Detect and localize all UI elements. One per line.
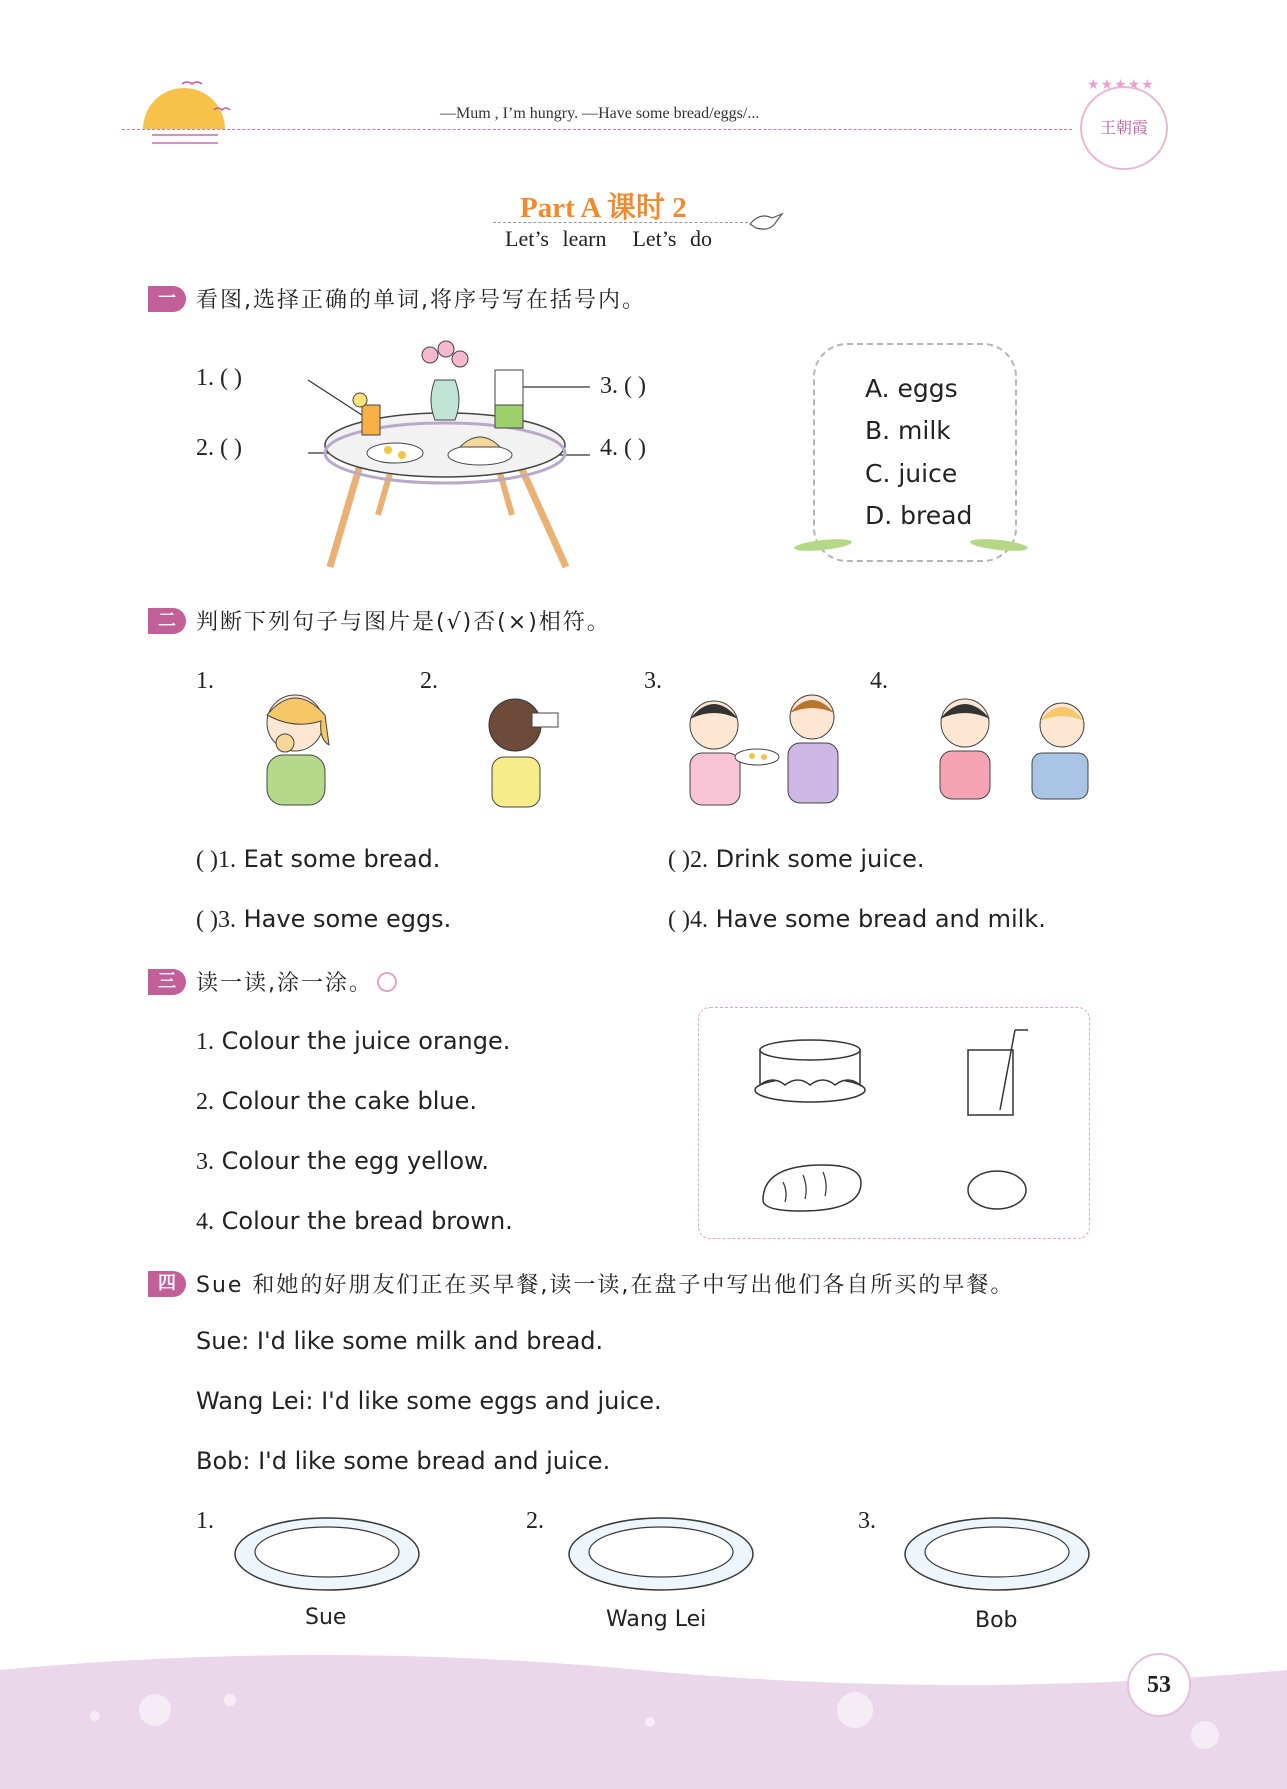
item-number: 2. bbox=[689, 847, 708, 873]
section-number: 二 bbox=[148, 608, 186, 634]
plate-sue[interactable] bbox=[232, 1516, 422, 1596]
section-instruction: Sue 和她的好朋友们正在买早餐,读一读,在盘子中写出他们各自所买的早餐。 bbox=[196, 1273, 1015, 1298]
plate-bob[interactable] bbox=[902, 1516, 1092, 1596]
blank-4[interactable]: 4. ( ) bbox=[600, 435, 646, 461]
tf-item-1 bbox=[196, 845, 440, 874]
tf-item-3 bbox=[196, 905, 451, 934]
publisher-logo: 王朝霞 bbox=[1080, 86, 1168, 170]
running-title: —Mum , I’m hungry. —Have some bread/eggs/... bbox=[440, 105, 760, 122]
answer-paren[interactable]: ( ) bbox=[668, 847, 690, 873]
dove-icon bbox=[748, 210, 784, 232]
dialogue-bob: Bob: I'd like some bread and juice. bbox=[196, 1447, 611, 1475]
section-number: 一 bbox=[148, 286, 186, 312]
picture-number-2: 2. bbox=[420, 668, 438, 694]
breakfast-table-illustration bbox=[300, 335, 590, 575]
egg-outline-icon[interactable] bbox=[965, 1168, 1029, 1212]
option-a: A. eggs bbox=[865, 374, 958, 403]
option-c: C. juice bbox=[865, 459, 958, 488]
header-divider bbox=[122, 129, 1072, 130]
subtitle-lets-learn: Let’s learn bbox=[505, 226, 607, 251]
section-instruction: 看图,选择正确的单词,将序号写在括号内。 bbox=[196, 288, 646, 313]
plate-number-1: 1. bbox=[196, 1508, 214, 1534]
title-underline bbox=[493, 222, 748, 223]
tf-item-2 bbox=[668, 845, 924, 874]
bulb-icon bbox=[377, 972, 397, 992]
picture-number-3: 3. bbox=[644, 668, 662, 694]
colour-item-3: 3. Colour the egg yellow. bbox=[196, 1147, 490, 1175]
item-number: 4. bbox=[689, 907, 708, 933]
answer-paren[interactable]: ( ) bbox=[196, 847, 218, 873]
section-instruction: 判断下列句子与图片是(√)否(×)相符。 bbox=[196, 610, 611, 635]
part-subtitle bbox=[505, 226, 712, 252]
option-b: B. milk bbox=[865, 416, 951, 445]
dialogue-wang-lei: Wang Lei: I'd like some eggs and juice. bbox=[196, 1387, 662, 1415]
dialogue-sue: Sue: I'd like some milk and bread. bbox=[196, 1327, 604, 1355]
picture-number-4: 4. bbox=[870, 668, 888, 694]
footer-wave bbox=[0, 1640, 1287, 1789]
girl-boy-eggs-picture bbox=[672, 685, 862, 810]
sun-lines-decoration bbox=[152, 134, 218, 150]
plate-number-2: 2. bbox=[526, 1508, 544, 1534]
tf-item-4 bbox=[668, 905, 1046, 934]
plate-label-sue: Sue bbox=[305, 1605, 347, 1630]
answer-paren[interactable]: ( ) bbox=[668, 907, 690, 933]
item-text: Eat some bread. bbox=[243, 845, 441, 873]
section-number: 三 bbox=[148, 969, 186, 995]
section-3-heading bbox=[148, 966, 397, 997]
part-title: Part A 课时 2 bbox=[520, 192, 687, 224]
plate-wang-lei[interactable] bbox=[566, 1516, 756, 1596]
blank-3[interactable]: 3. ( ) bbox=[600, 373, 646, 399]
answer-paren[interactable]: ( ) bbox=[196, 907, 218, 933]
girl-boy-bread-milk-picture bbox=[920, 685, 1110, 810]
colour-item-1: 1. Colour the juice orange. bbox=[196, 1027, 511, 1055]
blank-1[interactable]: 1. ( ) bbox=[196, 365, 242, 391]
girl-eating-bread-picture bbox=[245, 685, 345, 810]
item-text: Drink some juice. bbox=[715, 845, 925, 873]
plate-label-bob: Bob bbox=[975, 1608, 1018, 1633]
section-2-heading bbox=[148, 605, 611, 636]
bird-icon bbox=[180, 80, 240, 120]
section-number: 四 bbox=[148, 1271, 186, 1297]
juice-glass-outline-icon[interactable] bbox=[960, 1025, 1030, 1125]
subtitle-lets-do: Let’s do bbox=[632, 226, 712, 251]
colour-item-4: 4. Colour the bread brown. bbox=[196, 1207, 513, 1235]
logo-stars-icon: ★★★★★ bbox=[1087, 77, 1155, 93]
page-number: 53 bbox=[1127, 1653, 1191, 1717]
bread-outline-icon[interactable] bbox=[758, 1160, 863, 1215]
picture-number-1: 1. bbox=[196, 668, 214, 694]
boy-drinking-picture bbox=[470, 685, 570, 810]
item-number: 3. bbox=[217, 907, 236, 933]
item-text: Have some eggs. bbox=[243, 905, 452, 933]
section-4-heading bbox=[148, 1268, 1014, 1299]
cake-outline-icon[interactable] bbox=[750, 1030, 870, 1110]
section-instruction: 读一读,涂一涂。 bbox=[196, 971, 373, 996]
colour-item-2: 2. Colour the cake blue. bbox=[196, 1087, 478, 1115]
item-text: Have some bread and milk. bbox=[715, 905, 1046, 933]
option-d: D. bread bbox=[865, 501, 973, 530]
blank-2[interactable]: 2. ( ) bbox=[196, 435, 242, 461]
section-1-heading bbox=[148, 283, 646, 314]
item-number: 1. bbox=[217, 847, 236, 873]
plate-label-wang-lei: Wang Lei bbox=[606, 1607, 707, 1632]
plate-number-3: 3. bbox=[858, 1508, 876, 1534]
